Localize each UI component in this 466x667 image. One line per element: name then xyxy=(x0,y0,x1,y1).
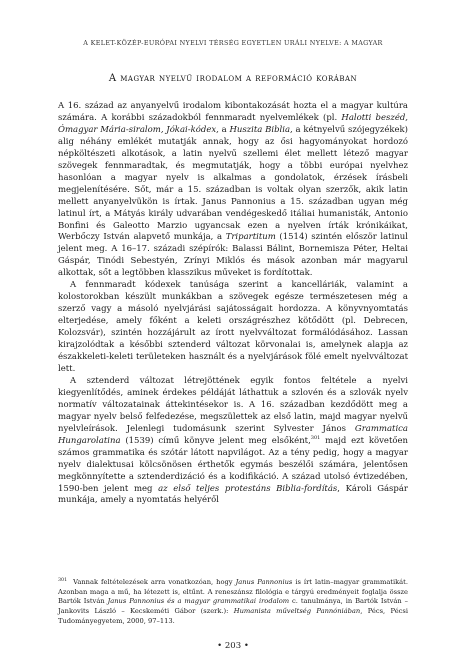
text-run: c. tanulmánya, in Bartók István – Jankovits László – Kecskeméti Gábor (szerk.): xyxy=(58,597,408,616)
text-run: majd ezt követően számos grammatika és szótár látott napvilágot. Az a tény pedig, hogy a magyar nyelv dialektusai kölcsönösen érthetők egymás beszélői számára, jelentősen megkönnyítette a sztenderdizáció és a kodifikáció. A század utolsó évtizedében, 1590-ben jelent meg xyxy=(58,435,409,494)
text-run: A 16. század az anyanyelvű irodalom kibontakozását hozta el a magyar kultúra számára. A korábbi századokból fennmaradt nyelvemlékek (pl. xyxy=(58,101,408,123)
footnote xyxy=(58,578,408,627)
text-run: , Károli Gáspár munkája, amely a nyomtatás helyéről xyxy=(58,483,408,506)
italic-title: Janus Pannonius és a magyar grammatikai irodalom xyxy=(107,597,290,606)
running-head: A KELET-KÖZÉP-EURÓPAI NYELVI TÉRSÉG EGYETLEN URÁLI NYELVE: A MAGYAR xyxy=(83,39,383,47)
italic-title: Grammatica Hungarolatina xyxy=(58,423,408,446)
text-run: (1539) című könyve jelent meg elsőként, xyxy=(120,435,311,446)
text-run: is írt latin–magyar grammatikát. Azonban maga a mű, ha létezett is, eltűnt. A reneszánsz filológia e tárgyú eredményeit foglalja össze Bartók István xyxy=(58,578,408,606)
text-run: a xyxy=(218,124,230,135)
text-run: A sztenderd változat létrejöttének egyik fontos feltétele a nyelvi kiegyenlítődés, aminek érdekes példáját láthattuk a szlovén és a szlovák nyelv normatív változatainak áttekintésekor is. A 16. században kezdődött meg a magyar nyelv belső felfedezése, megszülettek az első latin, majd magyar nyelvű nyelvleírások. Jelenlegi tudomásunk szerint Sylvester János xyxy=(58,375,408,434)
footnote-number: 301 xyxy=(58,577,68,583)
footnotes xyxy=(58,578,408,627)
italic-title: Janus Pannonius xyxy=(235,578,293,586)
text-run: , a kétnyelvű szójegyzékek) alig néhány emlékét mutatják annak, hogy az ősi hagyományokat hordozó népköltészeti alkotások, a latin nyelvű szellemi élet mellett létező magyar szövegek fennmaradtak, és megmutatják, hogy a többi európai nyelvhez hasonlóan a magyar nyelv is alkalmas a gondolatok, érzések írásbeli megjelenítésére. Sőt, már a 15. században is voltak olyan szerzők, akik latin mellett anyanyelvükön is írtak. Janus Pannonius a 15. században ugyan még latinul írt, a Mátyás király udvarában vendégeskedő itáliai humanisták, Antonio Bonfini és Galeotto Marzio ugyancsak ezen a nyelven írták krónikáikat, Werbőczy István alapvető munkája, a xyxy=(58,124,409,243)
body-text xyxy=(58,101,408,507)
page-number: • 203 • xyxy=(217,641,249,651)
text-run: A fennmaradt kódexek tanúsága szerint a kancelláriák, valamint a kolostorokban készült munkákban a szövegek egésze természetesen még a szerző vagy a másoló nyelvjárási sajátosságait hordozza. A könyvnyomtatás elterjedése, amely főként a keleti országrészhez kötődött (pl. Debrecen, Kolozsvár), szintén hozzájárult az írott nyelvváltozat formálódásához. Lassan kirajzolódtak a későbbi sztenderd változat körvonalai is, amelynek alapja az északkeleti-keleti területeken használt és a nyelvjárások fölé emelt nyelvváltozat lett. xyxy=(58,280,408,374)
paragraph xyxy=(58,101,408,280)
paragraph xyxy=(58,280,408,376)
paragraph xyxy=(58,376,408,507)
italic-title: Humanista műveltség Pannóniában xyxy=(233,607,361,616)
italic-title: Huszita Biblia xyxy=(229,124,291,135)
section-title: A magyar nyelvű irodalom a reformáció korában xyxy=(108,73,358,84)
italic-title: Halotti beszéd, Ómagyar Mária-siralom, Jókai-kódex, xyxy=(58,112,408,135)
text-run: Vannak feltételezések arra vonatkozóan, hogy xyxy=(73,578,236,586)
text-run: (1514) szintén először latinul jelent meg. A 16–17. századi szépírók: Balassi Bálint, Bornemisza Péter, Heltai Gáspár, Tinódi Sebestyén, Zrínyi Miklós és mások azonban már magyarul alkottak, sőt a legtöbben klasszikus műveket is fordítottak. xyxy=(58,232,408,279)
italic-title: Tripartitum xyxy=(225,232,276,243)
text-run: , Pécs, Pécsi Tudományegyetem, 2000, 97–113. xyxy=(58,607,408,625)
italic-title: az első teljes protestáns Biblia-fordítás xyxy=(158,483,338,494)
footnote-reference: 301 xyxy=(310,434,321,441)
